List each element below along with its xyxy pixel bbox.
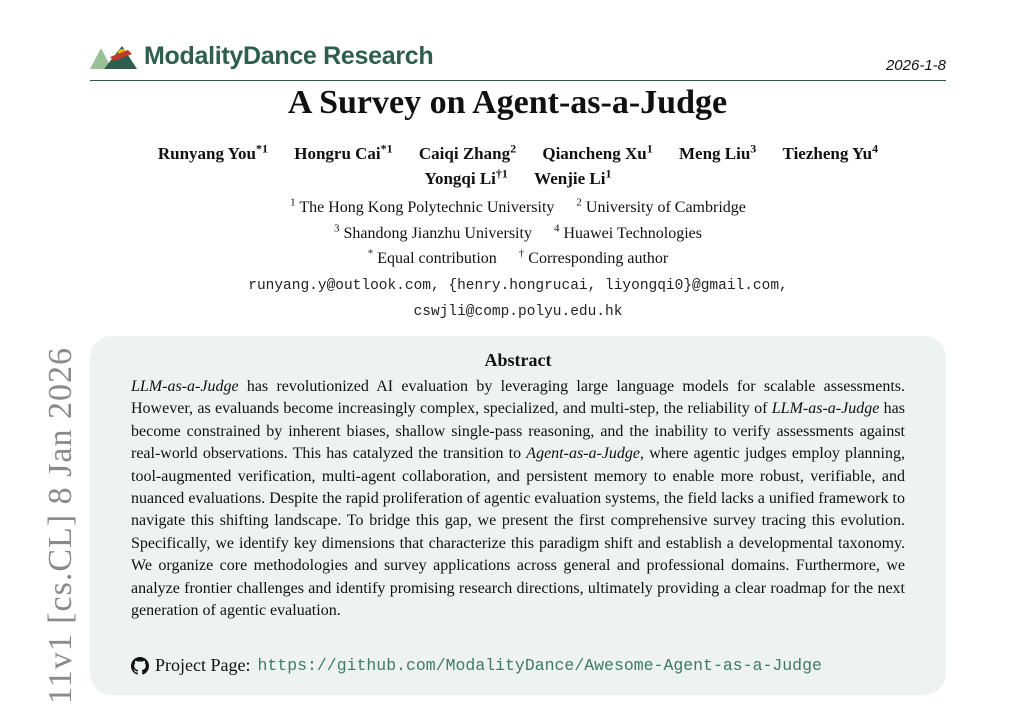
author: Tiezheng Yu$^4$ xyxy=(782,141,879,163)
author: Wenjie Li$^1$ xyxy=(534,166,612,188)
author: Qiancheng Xu$^1$ xyxy=(542,141,653,163)
affiliation-line xyxy=(90,198,946,218)
author: Runyang You$^{*1}$ xyxy=(157,141,268,163)
abstract-text: LLM-as-a-Judge has revolutionized AI evaluation by leveraging large language models for scalable assessments. However, as evaluands become increasingly complex, specialized, and multi-step, the reliability of LLM-as-a-Judge has become constrained by inherent biases, shallow single-pass reasoning, and the inability to verify assessments against real-world observations. This has catalyzed the transition to Agent-as-a-Judge, where agentic judges employ planning, tool-augmented verification, multi-agent collaboration, and persistent memory to enable more robust, verifiable, and nuanced evaluations. Despite the rapid proliferation of agentic evaluation systems, the field lacks a unified framework to navigate this shifting landscape. To bridge this gap, we present the first comprehensive survey tracing this evolution. Specifically, we identify key dimensions that characterize this paradigm shift and establish a developmental taxonomy. We organize core methodologies and survey applications across general and professional domains. Furthermore, we analyze frontier challenges and identify promising research directions, ultimately providing a clear roadmap for the next generation of agentic evaluation. xyxy=(131,378,905,620)
abstract-box xyxy=(90,336,946,695)
affiliation-line xyxy=(90,224,946,244)
affiliation: $^2$ University of Cambridge xyxy=(576,196,746,216)
project-page-link[interactable]: https://github.com/ModalityDance/Awesome-Agent-as-a-Judge xyxy=(257,656,822,675)
note: † Corresponding author xyxy=(518,247,669,267)
project-page xyxy=(131,655,822,676)
mountain-logo-icon xyxy=(90,44,138,70)
note: * Equal contribution xyxy=(367,247,497,267)
abstract-heading: Abstract xyxy=(484,350,552,370)
author: Meng Liu$^3$ xyxy=(678,141,757,163)
affiliation: $^3$ Shandong Jianzhu University xyxy=(334,222,532,242)
author: Caiqi Zhang$^2$ xyxy=(418,141,517,163)
author: Hongru Cai$^{*1}$ xyxy=(294,141,393,163)
affiliation: $^1$ The Hong Kong Polytechnic University xyxy=(290,196,555,216)
project-page-label: Project Page: xyxy=(155,655,251,675)
author-emails: cswjli@comp.polyu.edu.hk xyxy=(413,304,623,320)
arxiv-identifier-stamp: 11v1 [cs.CL] 8 Jan 2026 xyxy=(42,347,79,704)
github-icon xyxy=(131,657,149,675)
author-list xyxy=(90,141,946,191)
author-emails: runyang.y@outlook.com, {henry.hongrucai, liyongqi0}@gmail.com, xyxy=(248,278,788,294)
affiliation: $^4$ Huawei Technologies xyxy=(553,222,702,242)
contribution-notes xyxy=(90,249,946,269)
brand-logo xyxy=(90,42,433,71)
author: Yongqi Li$^{\dagger 1}$ xyxy=(424,166,508,188)
brand-name: ModalityDance Research xyxy=(144,42,434,70)
paper-title: A Survey on Agent-as-a-Judge xyxy=(287,84,728,121)
page-header xyxy=(90,40,946,81)
publication-date: 2026-1-8 xyxy=(885,57,946,74)
